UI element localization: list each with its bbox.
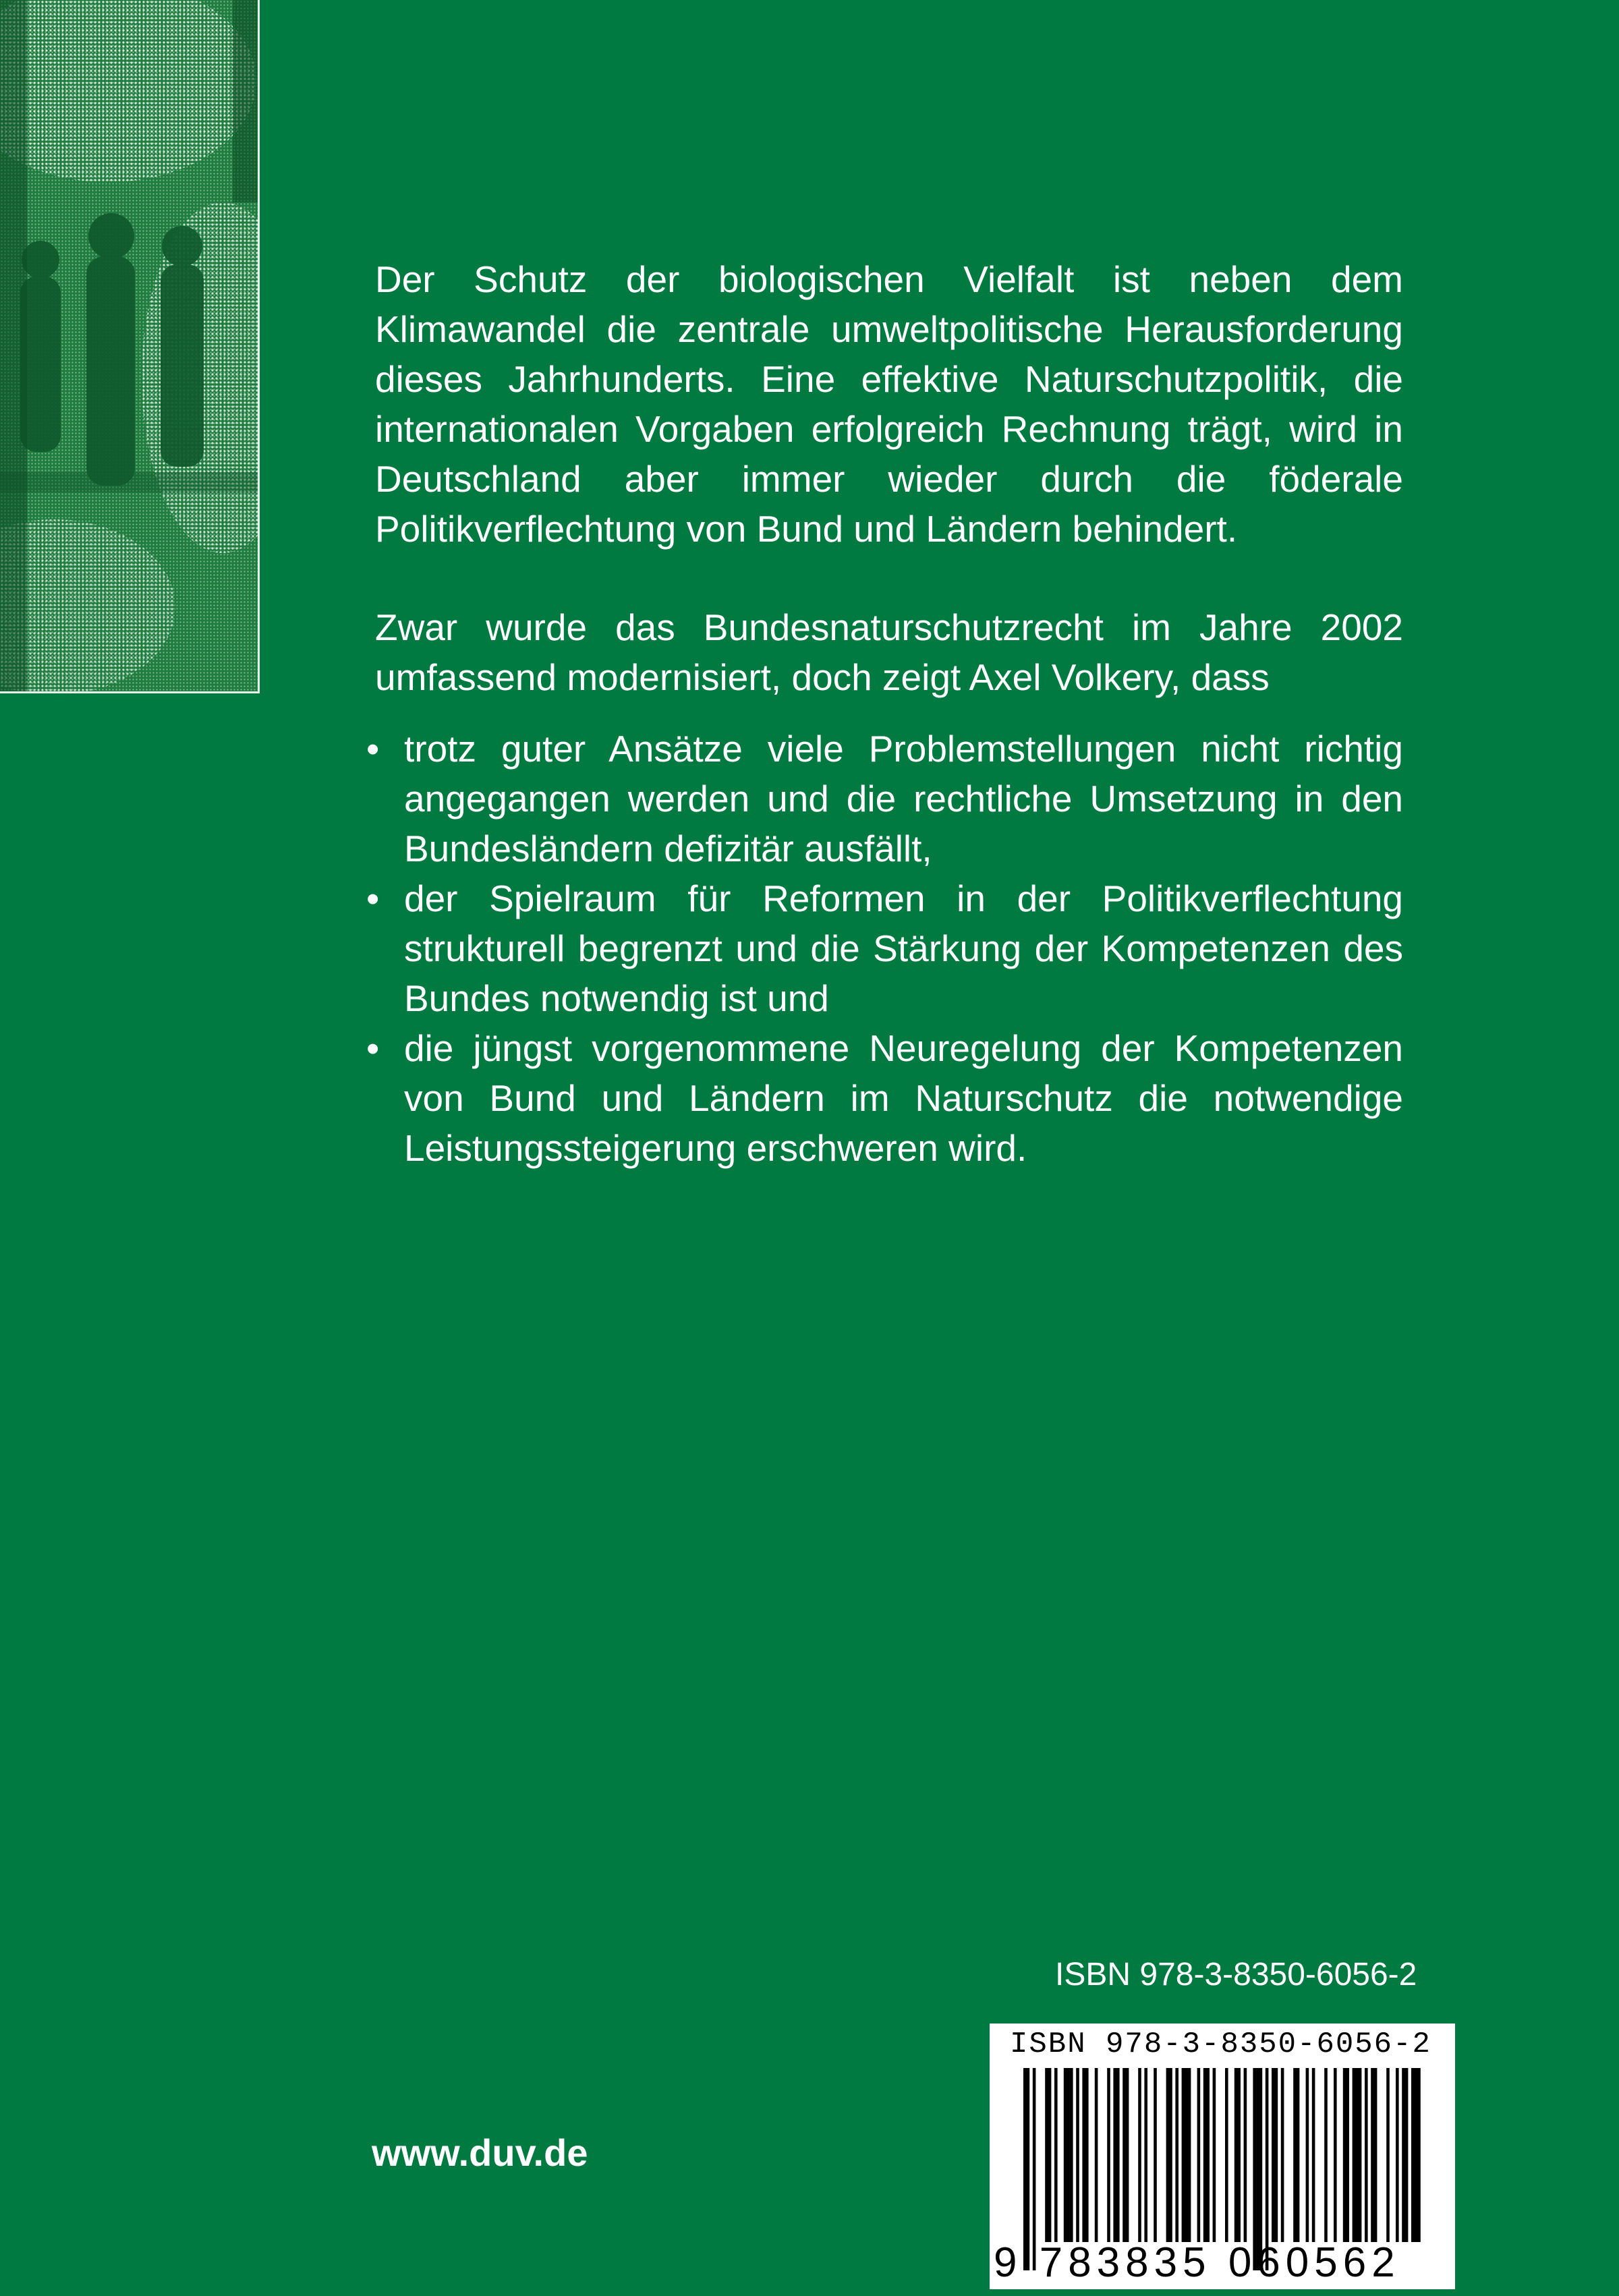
barcode-bar [1123, 2068, 1129, 2242]
bullet-item [365, 724, 1403, 873]
barcode-bar [1343, 2068, 1349, 2242]
barcode-bar [1244, 2068, 1247, 2242]
barcode-bar [1144, 2068, 1147, 2242]
barcode-bar [1324, 2068, 1328, 2242]
blurb-paragraph-2-text: Zwar wurde das Bundesnaturschutzrecht im Jahre 2002 umfassend modernisiert, doch zeigt Axel Volkery, dass [375, 606, 1403, 698]
barcode-bar [1272, 2068, 1278, 2242]
barcode-bar [1334, 2068, 1337, 2242]
barcode-bar [1113, 2068, 1119, 2242]
blurb-paragraph-2 [375, 602, 1403, 702]
bullet-item [365, 1023, 1403, 1173]
barcode-bar [1234, 2068, 1241, 2242]
isbn-label: ISBN 978-3-8350-6056-2 [1055, 1957, 1417, 1992]
bullet-dot-icon: • [366, 728, 380, 770]
barcode-bar [1166, 2068, 1172, 2242]
barcode-bar [1386, 2068, 1390, 2242]
publisher-website: www.duv.de [372, 2131, 588, 2174]
barcode-bar [1371, 2068, 1377, 2242]
barcode-isbn-text: ISBN 978-3-8350-6056-2 [1010, 2028, 1431, 2061]
cover-photo-thumbnail [0, 0, 260, 693]
barcode-bar [1225, 2068, 1228, 2242]
barcode-bar [1154, 2068, 1157, 2242]
barcode-bar [1402, 2068, 1408, 2242]
barcode-bar [1095, 2068, 1098, 2242]
barcode-bar [1396, 2068, 1399, 2242]
barcode-bar [1064, 2068, 1073, 2242]
barcode-bar [1312, 2068, 1315, 2242]
barcode-bar [1411, 2068, 1421, 2242]
barcode-bar [1175, 2068, 1178, 2242]
barcode-bar [1082, 2068, 1088, 2242]
barcode-bar [1138, 2068, 1141, 2242]
barcode-bar [1365, 2068, 1368, 2242]
bullet-item [365, 873, 1403, 1023]
barcode-bar [1054, 2068, 1058, 2242]
barcode-bar [1076, 2068, 1079, 2242]
forest-halftone-image [0, 0, 258, 691]
barcode-bar [1107, 2068, 1110, 2242]
barcode-bar [1293, 2068, 1299, 2242]
barcode-bar [1213, 2068, 1216, 2242]
barcode-bar [1203, 2068, 1210, 2242]
barcode-bar [1353, 2068, 1362, 2242]
bullet-dot-icon: • [366, 878, 380, 919]
barcode-bar [1306, 2068, 1309, 2242]
blurb-bullet-list [365, 724, 1403, 1173]
bullet-text: trotz guter Ansätze viele Problemstellungen nicht richtig angegangen werden und die rechtliche Umsetzung in den Bundesländern defizitär ausfällt, [404, 728, 1403, 869]
barcode-bar [1281, 2068, 1284, 2242]
barcode-bar [1045, 2068, 1051, 2242]
barcode-digits: 9 783835 060562 [994, 2239, 1400, 2286]
barcode-bar [1197, 2068, 1201, 2242]
bullet-text: der Spielraum für Reformen in der Politikverflechtung strukturell begrenzt und die Stärkung der Kompetenzen des Bundes notwendig ist und [404, 878, 1403, 1019]
isbn-barcode [990, 2024, 1455, 2289]
blurb-paragraph-1 [375, 254, 1403, 554]
bullet-text: die jüngst vorgenommene Neuregelung der Kompetenzen von Bund und Ländern im Naturschutz die notwendige Leistungssteigerung erschweren wird. [404, 1027, 1403, 1169]
bullet-dot-icon: • [366, 1027, 380, 1069]
blurb-paragraph-1-text: Der Schutz der biologischen Vielfalt ist neben dem Klimawandel die zentrale umweltpolitische Herausforderung dieses Jahrhunderts. Eine effektive Naturschutzpolitik, die internationalen Vorgaben erfolgreich Rechnung trägt, wird in Deutschland aber immer wieder durch die föderale Politikverflechtung von Bund und Ländern behindert. [375, 258, 1403, 550]
barcode-bar [1182, 2068, 1191, 2242]
